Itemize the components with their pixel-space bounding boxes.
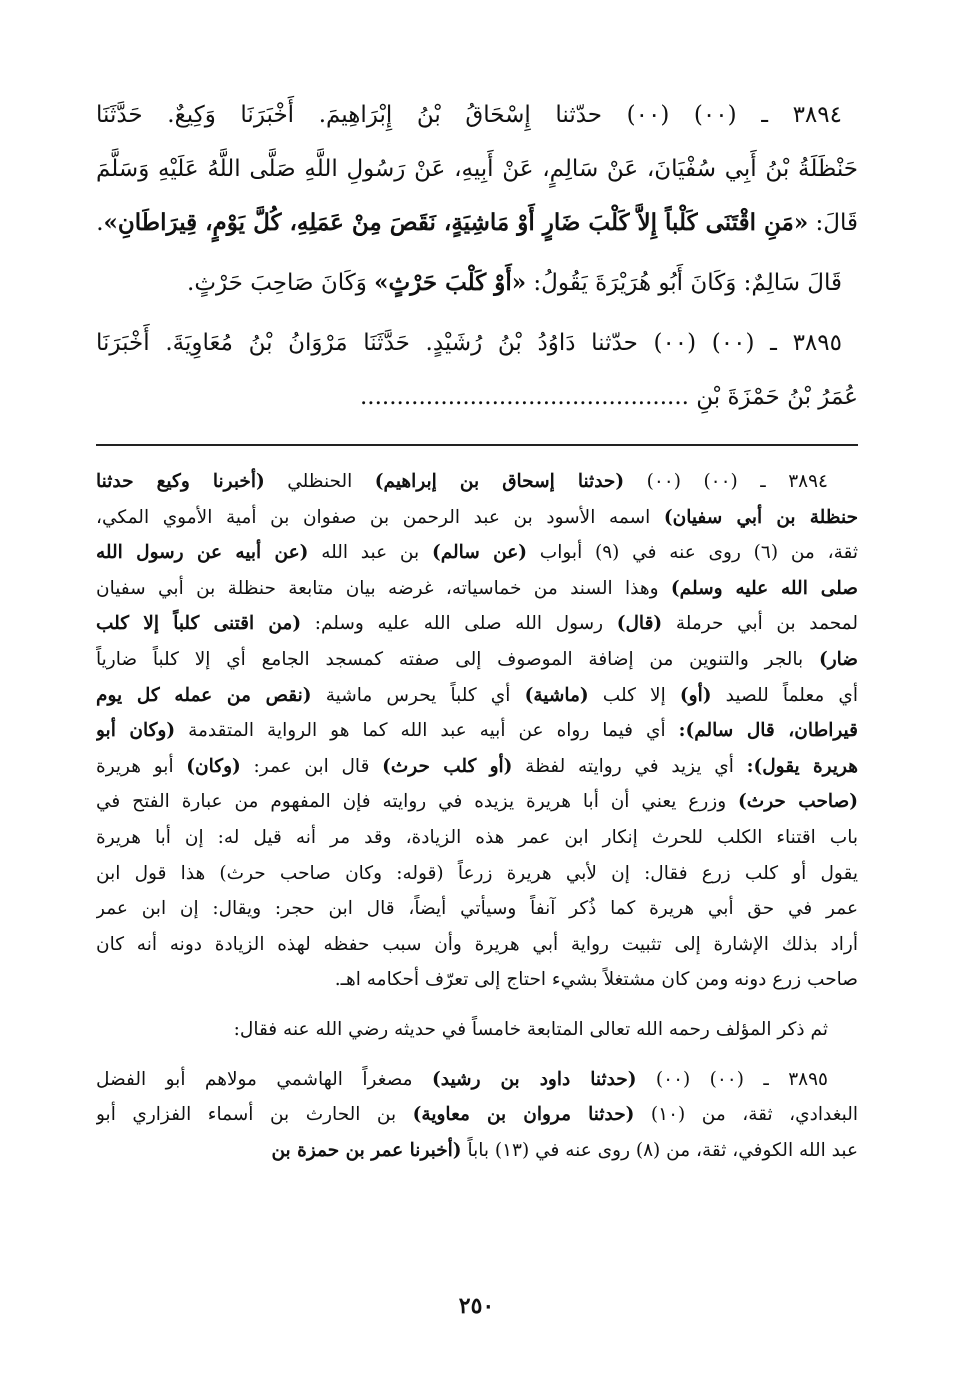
- text-segment: حَنْظَلَةُ بْنُ أَبِي سُفْيَانَ، عَنْ سَالِمٍ، عَنْ أَبِيهِ، عَنْ رَسُولِ اللَّهِ صَلَّى اللَّهُ عَلَيْهِ وَسَلَّمَ: [96, 156, 858, 182]
- bold-segment: (نقص من عمله كل يوم: [96, 684, 312, 706]
- text-segment: ثقة، من (٦) روى عنه في (٩) أبواب: [527, 542, 858, 564]
- text-segment: لمحمد بن أبي حرملة: [662, 613, 858, 635]
- bold-segment: (قال): [616, 613, 663, 635]
- bold-segment: صلى الله عليه وسلم): [670, 577, 858, 599]
- bold-segment: قيراطان، قال سالم):: [678, 720, 858, 742]
- commentary: [96, 464, 858, 1168]
- bold-segment: (عن سالم): [431, 542, 528, 564]
- text-segment: عمر في حق أبي هريرة كما ذُكر آنفاً وسيأتي أيضاً، قال ابن حجر: ويقال: إن ابن عمر: [96, 898, 858, 920]
- text-segment: بن الحارث بن أسماء الفزاري أبو: [96, 1104, 413, 1126]
- text-line: [96, 316, 858, 370]
- text-segment: وزرع يعني أن أبا هريرة يزيده في روايته فإن المفهوم من عبارة الفتح في: [96, 791, 739, 813]
- text-line: [96, 749, 858, 785]
- bold-segment: (عن أبيه عن رسول الله: [96, 542, 309, 564]
- bold-segment: (أو كلب حرث): [382, 755, 513, 777]
- text-line: [96, 1133, 858, 1169]
- text-segment: ٣٨٩٥ ـ (٠٠) (٠٠) حدّثنا دَاوُدُ بْنُ رُشَيْدٍ. حَدَّثَنَا مَرْوَانُ بْنُ مُعَاوِيَةَ. أَخْبَرَنَا: [96, 330, 842, 356]
- page-number: ٢٥٠: [458, 1293, 495, 1319]
- text-line: [96, 1062, 858, 1098]
- text-segment: أي يزيد في روايته لفظة: [512, 755, 747, 777]
- text-line: [96, 1097, 858, 1133]
- text-segment: أي كلباً يحرس ماشية: [311, 684, 525, 706]
- text-segment: اسمه الأسود بن عبد الرحمن بن صفوان بن أمية الأموي المكي،: [96, 506, 664, 528]
- text-line: [96, 784, 858, 820]
- text-line: [96, 713, 858, 749]
- text-line: [96, 927, 858, 963]
- text-segment: ثم ذكر المؤلف رحمه الله تعالى المتابعة خامساً في حديثه رضي الله عنه فقال:: [233, 1018, 828, 1040]
- bold-segment: (حدثنا داود بن رشيد): [432, 1068, 637, 1090]
- bold-segment: هريرة يقول):: [746, 755, 858, 777]
- bold-segment: ضار): [818, 648, 858, 670]
- text-line: [96, 535, 858, 571]
- hadith-salim-note: [96, 256, 858, 310]
- bold-segment: (وكان): [186, 755, 241, 777]
- text-segment: بن عبد الله: [308, 542, 432, 564]
- text-segment: الحنظلي: [264, 471, 375, 492]
- text-segment: أي معلماً للصيد: [711, 684, 858, 706]
- text-segment: ٣٨٩٥ ـ (٠٠) (٠٠): [636, 1068, 828, 1090]
- bold-segment: «أَوْ كَلْبَ حَرْثٍ»: [374, 269, 527, 296]
- text-segment: صاحب زرع دونه ومن كان مشتغلاً بشيء احتاج إلى تعرّف أحكامه اهـ.: [334, 969, 858, 991]
- text-segment: قَالَ سَالِمٌ: وَكَانَ أَبُو هُرَيْرَةَ يَقُولُ:: [526, 270, 842, 296]
- text-segment: باب اقتناء الكلب للحرث إنكار ابن عمر هذه الزيادة، وقد مر أنه قيل له: إن أبا هريرة: [96, 826, 858, 848]
- commentary-paragraph-3894: [96, 464, 858, 998]
- text-line: [96, 464, 858, 500]
- hadith-3894: [96, 88, 858, 250]
- text-segment: إلا كلب: [588, 684, 680, 706]
- text-segment: ٣٨٩٤ ـ (٠٠) (٠٠): [624, 471, 828, 492]
- text-line: [96, 142, 858, 196]
- text-segment: ٣٨٩٤ ـ (٠٠) (٠٠) حدّثنا إِسْحَاقُ بْنُ إِبْرَاهِيمَ. أَخْبَرَنَا وَكِيعٌ. حَدَّثَنَا: [96, 102, 842, 128]
- text-line: [96, 678, 858, 714]
- text-segment: مصغراً الهاشمي مولاهم أبو الفضل: [96, 1068, 433, 1090]
- text-segment: يقول أو كلب زرع فقال: إن لأبي هريرة زرعاً (قوله: وكان صاحب حرث) هذا قول ابن: [96, 862, 858, 884]
- bold-segment: (أخبرنا عمر بن حمزة بن: [271, 1139, 462, 1161]
- text-line: [96, 856, 858, 892]
- text-segment: عبد الله الكوفي، ثقة، من (٨) روى عنه في (١٣) باباً: [461, 1139, 858, 1161]
- bold-segment: (صاحب حرث): [738, 791, 858, 813]
- text-segment: وَكَانَ صَاحِبَ حَرْثٍ.: [187, 270, 375, 296]
- bold-segment: (ماشية): [524, 684, 589, 706]
- text-line: [96, 571, 858, 607]
- text-segment: قال ابن عمر:: [240, 755, 383, 777]
- text-segment: .: [96, 210, 104, 236]
- text-line: [96, 196, 858, 250]
- text-segment: بالجر والتنوين من إضافة الموصوف إلى صفته كمسجد الجامع أي إلا كلباً ضارياً: [96, 648, 819, 670]
- text-segment: وهذا السند من خماسياته، غرضه بيان متابعة حنظلة بن أبي سفيان: [96, 577, 671, 599]
- bold-segment: (أخبرنا وكيع حدثنا: [96, 471, 265, 492]
- text-line: [96, 606, 858, 642]
- separator-rule: [96, 444, 858, 446]
- bold-segment: (حدثنا مروان بن معاوية): [412, 1104, 635, 1126]
- hadith-text: [96, 88, 858, 424]
- commentary-transition: [96, 1012, 858, 1048]
- text-line: [96, 820, 858, 856]
- text-line: [96, 642, 858, 678]
- text-segment: أي فيما رواه عن أبيه عبد الله كما هو الرواية المتقدمة: [175, 720, 679, 742]
- commentary-paragraph-3895: [96, 1062, 858, 1169]
- bold-segment: (من اقتنى كلباً إلا كلب: [96, 613, 302, 635]
- page-content: [96, 88, 858, 1182]
- text-segment: أراد بذلك الإشارة إلى تثبيت رواية أبي هريرة وأن سبب حفظه لهذه الزيادة دونه أنه كان: [96, 933, 858, 955]
- text-line: [96, 88, 858, 142]
- bold-segment: حنظلة بن أبي سفيان): [663, 506, 858, 528]
- bold-segment: (وكان أبو: [96, 720, 176, 742]
- text-line: [96, 962, 858, 998]
- text-line: [96, 500, 858, 536]
- text-line: [96, 370, 858, 424]
- text-line: [96, 1012, 858, 1048]
- text-segment: أبو هريرة: [96, 755, 187, 777]
- bold-segment: (حدثنا إسحاق بن إبراهيم): [374, 471, 625, 492]
- bold-segment: (أو): [679, 684, 712, 706]
- text-segment: البغدادي، ثقة، من (١٠): [634, 1104, 858, 1126]
- text-segment: رسول الله صلى الله عليه وسلم:: [301, 613, 617, 635]
- text-segment: قَالَ:: [808, 210, 858, 236]
- text-segment: عُمَرُ بْنُ حَمْزَةَ بْنِ .............................................: [359, 384, 858, 410]
- text-line: [96, 891, 858, 927]
- bold-segment: «مَنِ اقْتَنَى كَلْباً إِلاَّ كَلْبَ ضَارٍ أَوْ مَاشِيَةٍ، نَقَصَ مِنْ عَمَلِهِ، كُلَّ يَوْمٍ، قِيرَاطَانِ»: [103, 209, 809, 236]
- hadith-3895: [96, 316, 858, 424]
- text-line: [96, 256, 858, 310]
